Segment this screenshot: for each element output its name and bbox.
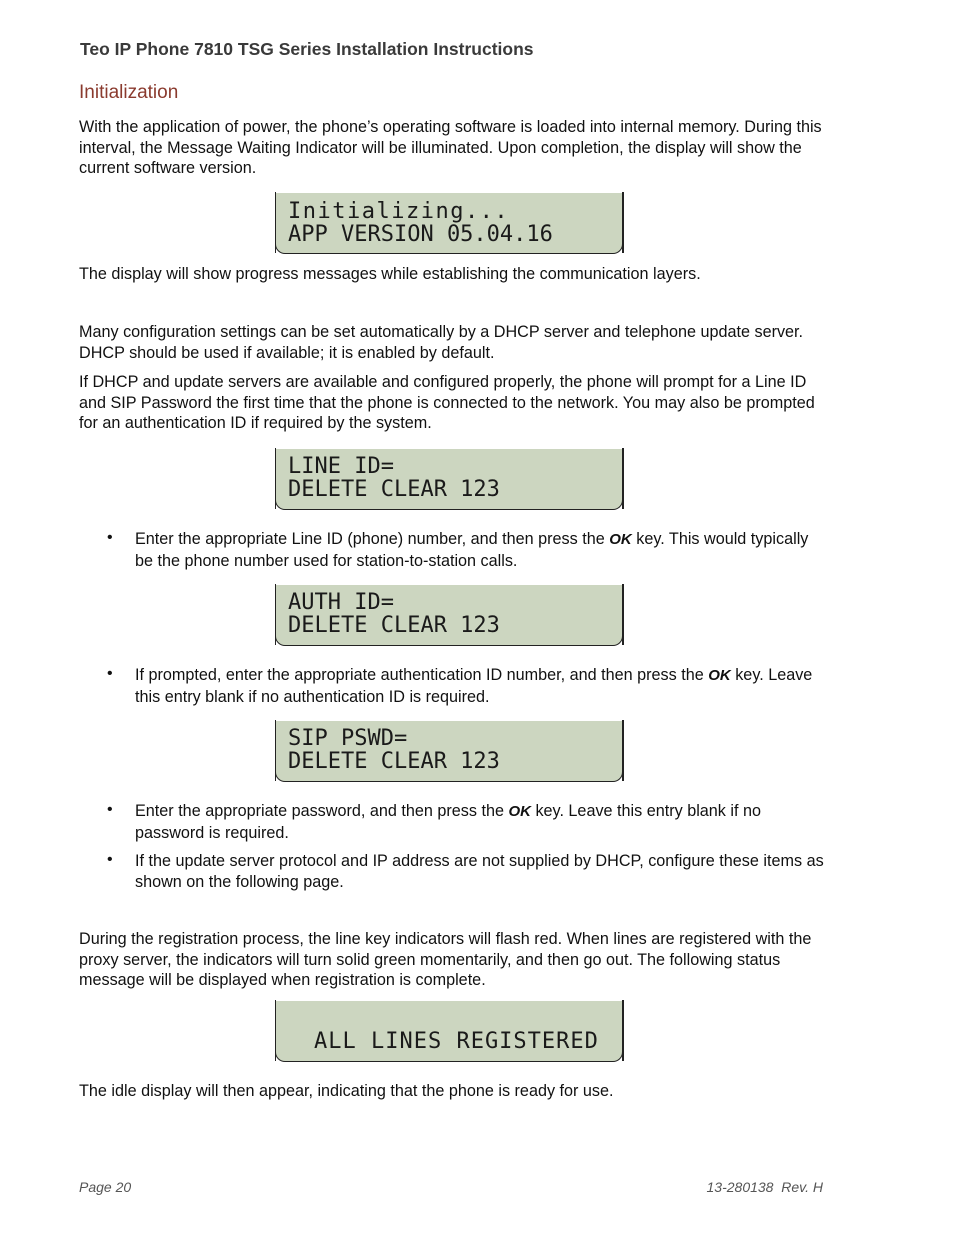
lcd-line-1: LINE ID= xyxy=(288,454,394,479)
bullet-text-post: key. This would typically be the phone number used for station-to-station calls. xyxy=(135,530,809,570)
bullet-text-post: key. Leave this entry blank if no authentication ID is required. xyxy=(135,666,813,706)
ok-key-label: OK xyxy=(708,667,731,684)
lcd-line-1: Initializing... xyxy=(288,199,510,224)
lcd-display-registered xyxy=(275,1001,623,1062)
ok-key-label: OK xyxy=(609,531,632,548)
lcd-display-line-id xyxy=(275,449,623,510)
paragraph-idle: The idle display will then appear, indicating that the phone is ready for use. xyxy=(79,1082,614,1100)
bullet-marker: • xyxy=(107,801,113,818)
ok-key-label: OK xyxy=(508,803,531,820)
paragraph-power-on: With the application of power, the phone’s operating software is loaded into internal memory. During this interval, the Message Waiting Indicator will be illuminated. Upon completion, the display will show the current software version. xyxy=(79,118,822,177)
paragraph-registration: During the registration process, the line key indicators will flash red. When lines are registered with the proxy server, the indicators will turn solid green momentarily, and then go out. The following status message will be displayed when registration is complete. xyxy=(79,930,812,989)
lcd-display-sip-pswd xyxy=(275,721,623,782)
bullet-password xyxy=(135,801,825,843)
bullet-auth-id xyxy=(135,665,825,707)
footer-doc-number: 13-280138 Rev. H xyxy=(706,1179,823,1195)
bullet-text-pre: Enter the appropriate Line ID (phone) number, and then press the xyxy=(135,530,610,548)
paragraph-progress: The display will show progress messages while establishing the communication layers. xyxy=(79,265,701,283)
document-title: Teo IP Phone 7810 TSG Series Installation Instructions xyxy=(80,39,534,59)
lcd-display-auth-id xyxy=(275,585,623,646)
lcd-line-2: DELETE CLEAR 123 xyxy=(288,477,500,502)
bullet-text-pre: If prompted, enter the appropriate authentication ID number, and then press the xyxy=(135,666,709,684)
bullet-update-server: If the update server protocol and IP address are not supplied by DHCP, configure these items as shown on the following page. xyxy=(135,852,824,891)
paragraph-prompt: If DHCP and update servers are available and configured properly, the phone will prompt for a Line ID and SIP Password the first time that the phone is connected to the network. You may also be prompted for an authentication ID if required by the system. xyxy=(79,373,815,432)
footer-page-number: Page 20 xyxy=(79,1179,132,1195)
bullet-text-post: key. Leave this entry blank if no password is required. xyxy=(135,802,761,842)
lcd-line-1: AUTH ID= xyxy=(288,590,394,615)
lcd-line-2: DELETE CLEAR 123 xyxy=(288,613,500,638)
bullet-marker: • xyxy=(107,665,113,682)
lcd-display-initializing xyxy=(275,193,623,254)
section-heading: Initialization xyxy=(79,82,179,103)
bullet-line-id xyxy=(135,529,825,571)
lcd-line-1: SIP PSWD= xyxy=(288,726,408,751)
lcd-line-2: DELETE CLEAR 123 xyxy=(288,749,500,774)
lcd-line-2: APP VERSION 05.04.16 xyxy=(288,222,553,247)
lcd-line-1: ALL LINES REGISTERED xyxy=(314,1029,599,1054)
bullet-marker: • xyxy=(107,851,113,868)
bullet-text-pre: Enter the appropriate password, and then press the xyxy=(135,802,509,820)
bullet-marker: • xyxy=(107,529,113,546)
paragraph-dhcp: Many configuration settings can be set automatically by a DHCP server and telephone update server. DHCP should be used if available; it is enabled by default. xyxy=(79,323,804,362)
